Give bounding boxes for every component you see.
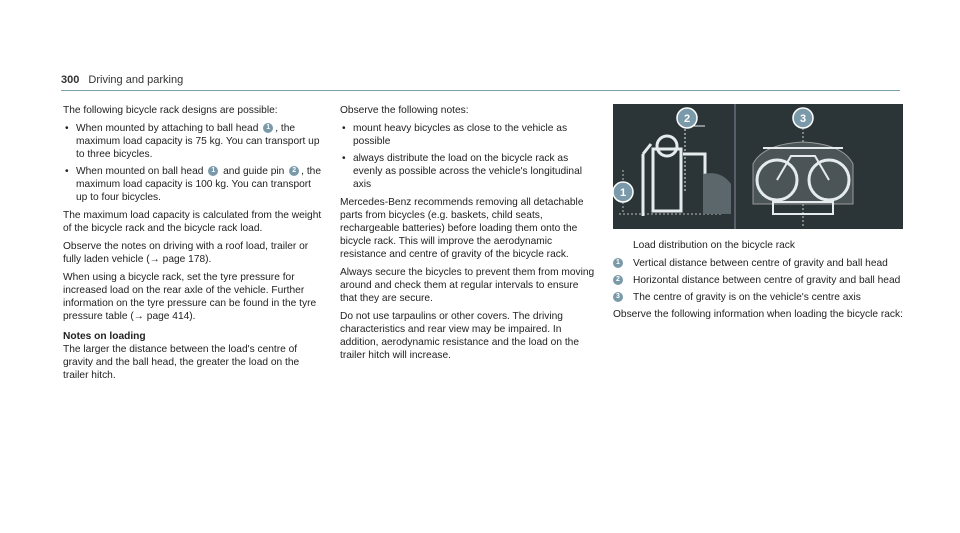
section-title: Driving and parking (88, 74, 184, 86)
paragraph: Do not use tarpaulins or other covers. The driving characteristics and rear view may be impaired. In addition, aerodynamic resistance and the load on the trailer hitch will increase. (340, 311, 579, 361)
bicycle-rack-illustration (613, 104, 903, 229)
bicycle-rack-diagram (613, 104, 903, 229)
diagram-badge-2: 2 (683, 113, 691, 125)
number-badge-1: 1 (263, 123, 273, 133)
legend-item: 1 Vertical distance between centre of gravity and ball head (613, 257, 903, 270)
page-number: 300 (61, 74, 80, 86)
diagram-badge-3: 3 (799, 113, 807, 125)
diagram-badge-1: 1 (619, 187, 627, 199)
section-heading: Notes on loading (63, 331, 146, 342)
column-left (63, 104, 325, 387)
number-badge-2: 2 (613, 275, 623, 285)
list-item: • always distribute the load on the bicycle rack as evenly as possible across the vehicle's longitudinal axis (340, 152, 598, 191)
intro-text: The following bicycle rack designs are possible: (63, 105, 278, 116)
paragraph: When using a bicycle rack, set the tyre pressure for increased load on the rear axle of the vehicle. Further information on the tyre pressure can be found in the tyre pressure table (→ page 414). (63, 272, 317, 322)
paragraph: Observe the notes on driving with a roof load, trailer or fully laden vehicle (→ page 178). (63, 241, 309, 265)
paragraph: The maximum load capacity is calculated from the weight of the bicycle rack and the bicycle rack load. (63, 210, 322, 234)
notes-list (340, 122, 598, 191)
number-badge-2: 2 (289, 166, 299, 176)
list-item: • When mounted by attaching to ball head 1 , the maximum load capacity is 75 kg. You can transport up to three bicycles. (63, 122, 325, 161)
paragraph: Always secure the bicycles to prevent them from moving around and check them at regular intervals to ensure that they are secure. (340, 267, 595, 304)
number-badge-1: 1 (208, 166, 218, 176)
figure-caption: Load distribution on the bicycle rack (633, 240, 795, 251)
legend-item: 3 The centre of gravity is on the vehicle's centre axis (613, 291, 903, 304)
header-rule (61, 90, 900, 91)
number-badge-3: 3 (613, 292, 623, 302)
paragraph: Observe the following information when loading the bicycle rack: (613, 309, 903, 320)
paragraph: The larger the distance between the load's centre of gravity and the ball head, the greater the load on the trailer hitch. (63, 344, 300, 381)
column-right (613, 104, 903, 326)
number-badge-1: 1 (613, 258, 623, 268)
list-item: • When mounted on ball head 1 and guide pin 2 , the maximum load capacity is 100 kg. You can transport up to four bicycles. (63, 165, 325, 204)
intro-text: Observe the following notes: (340, 105, 469, 116)
legend-item: 2 Horizontal distance between centre of gravity and ball head (613, 274, 903, 287)
column-middle (340, 104, 598, 367)
rack-design-list (63, 122, 325, 204)
page-header (61, 74, 183, 86)
paragraph: Mercedes-Benz recommends removing all detachable parts from bicycles (e.g. baskets, child seats, rechargeable batteries) before loading them onto the bicycle rack. This will improve the aerodynamic resistance and centre of gravity of the bicycle rack. (340, 197, 584, 260)
list-item: • mount heavy bicycles as close to the vehicle as possible (340, 122, 598, 148)
